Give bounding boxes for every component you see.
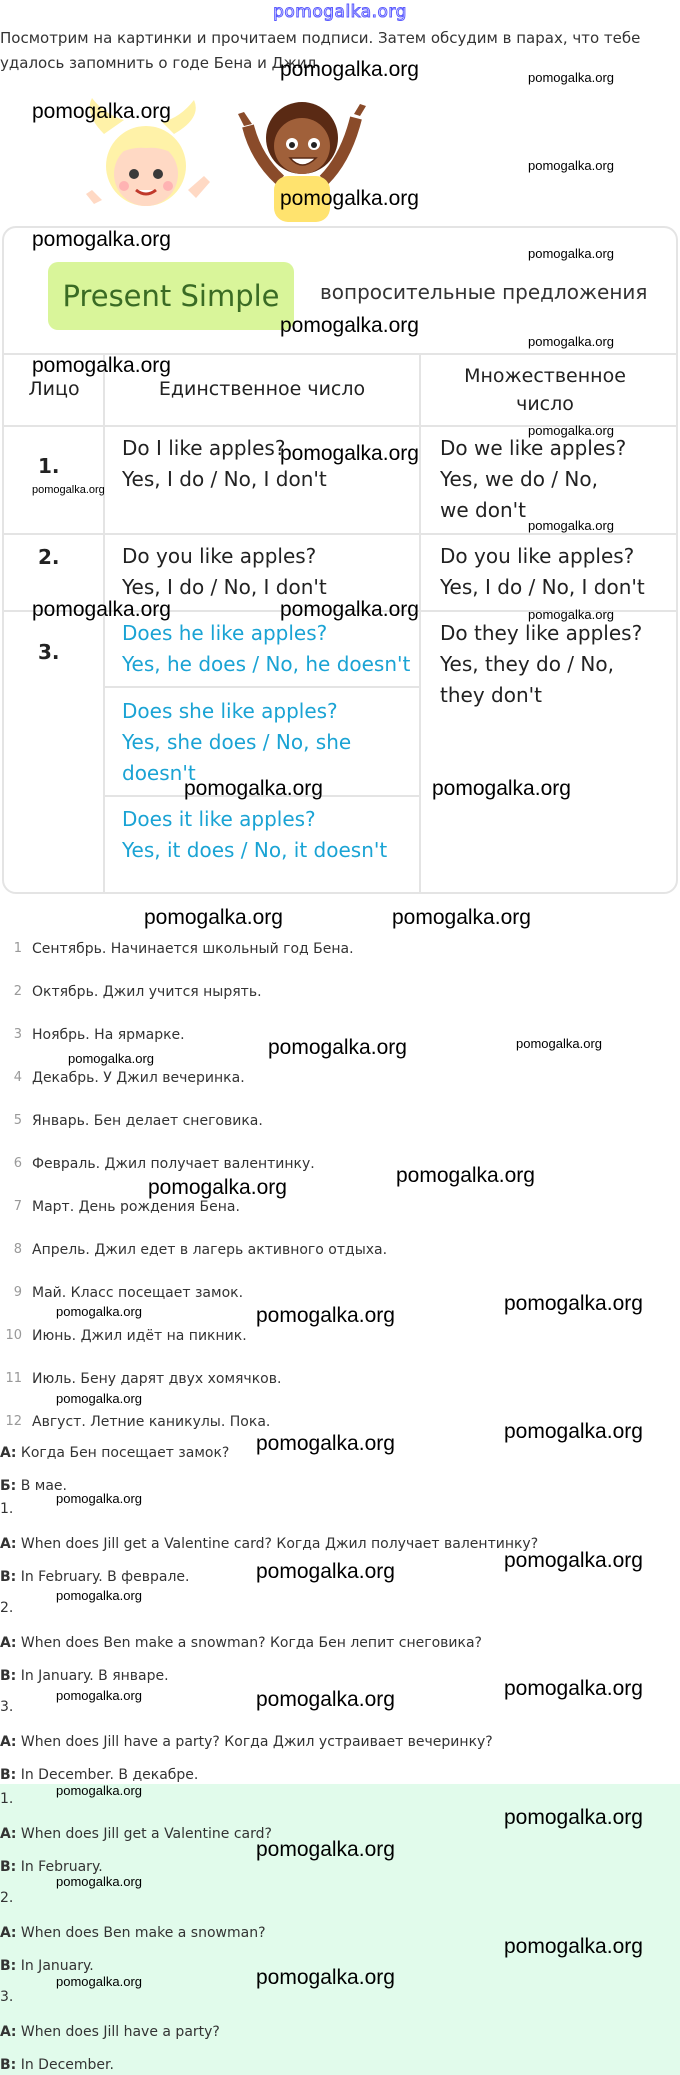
watermark: pomogalka.org: [144, 906, 283, 929]
row1-plural: [440, 433, 626, 526]
watermark: pomogalka.org: [528, 70, 614, 85]
watermark: pomogalka.org: [32, 228, 171, 251]
speaker-label: А:: [0, 1826, 17, 1842]
watermark: pomogalka.org: [56, 1874, 142, 1889]
dialog-question: [0, 1635, 482, 1651]
item-num: 10: [5, 1328, 22, 1343]
dialog-answer: [0, 1668, 169, 1684]
watermark: pomogalka.org: [148, 1176, 287, 1199]
watermark: pomogalka.org: [280, 314, 419, 337]
watermark: pomogalka.org: [32, 354, 171, 377]
watermark: pomogalka.org: [504, 1420, 643, 1443]
item-text: Ноябрь. На ярмарке.: [32, 1026, 185, 1043]
dialog-answer: [0, 1859, 103, 1875]
dialog-text: When does Jill get a Valentine card? Когда Джил получает валентинку?: [20, 1536, 539, 1552]
watermark: pomogalka.org: [528, 158, 614, 173]
item-text: Май. Класс посещает замок.: [32, 1284, 244, 1301]
dialog-text: Когда Бен посещает замок?: [20, 1445, 230, 1461]
dialog-number: 1.: [0, 1791, 14, 1807]
present-simple-badge: Present Simple: [48, 262, 294, 330]
item-num: 12: [5, 1414, 22, 1429]
item-num: 4: [13, 1070, 22, 1085]
person-1: 1.: [38, 454, 60, 478]
watermark: pomogalka.org: [528, 423, 614, 438]
dialog-question: [0, 2024, 220, 2040]
dialog-text: In February.: [20, 1859, 103, 1875]
dialog-question: [0, 1734, 493, 1750]
item-text: Март. День рождения Бена.: [32, 1198, 240, 1215]
speaker-label: Б:: [0, 1478, 17, 1494]
list-item: [0, 1228, 680, 1271]
person-2: 2.: [38, 545, 60, 569]
dialog-text: In December. В декабре.: [20, 1767, 199, 1783]
header-singular: Единственное число: [158, 378, 366, 400]
speaker-label: B:: [0, 2057, 17, 2073]
cell-line: Do you like apples?: [440, 544, 635, 568]
watermark: pomogalka.org: [256, 1304, 395, 1327]
speaker-label: B:: [0, 1859, 17, 1875]
watermark: pomogalka.org: [504, 1677, 643, 1700]
watermark: pomogalka.org: [528, 246, 614, 261]
watermark: pomogalka.org: [32, 484, 105, 496]
item-text: Февраль. Джил получает валентинку.: [32, 1155, 315, 1172]
example-question: [0, 1445, 229, 1461]
watermark: pomogalka.org: [56, 1491, 142, 1506]
cell-line: Yes, I do / No, I don't: [122, 467, 327, 491]
item-text: Октябрь. Джил учится нырять.: [32, 983, 262, 1000]
watermark: pomogalka.org: [256, 1560, 395, 1583]
watermark: pomogalka.org: [56, 1391, 142, 1406]
dialog-number: 2.: [0, 1890, 14, 1906]
watermark: pomogalka.org: [256, 1838, 395, 1861]
watermark: pomogalka.org: [280, 58, 419, 81]
item-num: 7: [13, 1199, 22, 1214]
watermark: pomogalka.org: [56, 1783, 142, 1798]
item-text: Сентябрь. Начинается школьный год Бена.: [32, 940, 354, 957]
watermark: pomogalka.org: [432, 777, 571, 800]
item-num: 8: [13, 1242, 22, 1257]
watermark: pomogalka.org: [56, 1688, 142, 1703]
cell-line: Yes, I do / No, I don't: [440, 575, 645, 599]
cell-line: Do you like apples?: [122, 544, 317, 568]
watermark: pomogalka.org: [56, 1974, 142, 1989]
watermark: pomogalka.org: [56, 1588, 142, 1603]
speaker-label: А:: [0, 1925, 17, 1941]
cell-line: Do they like apples?: [440, 621, 643, 645]
watermark: pomogalka.org: [256, 1688, 395, 1711]
watermark: pomogalka.org: [504, 1935, 643, 1958]
watermark: pomogalka.org: [392, 906, 531, 929]
watermark: pomogalka.org: [256, 1432, 395, 1455]
row3-it: [122, 804, 387, 866]
dialog-number: 1.: [0, 1501, 14, 1517]
speaker-label: А:: [0, 2024, 17, 2040]
item-num: 3: [13, 1027, 22, 1042]
speaker-label: А:: [0, 1445, 17, 1461]
watermark: pomogalka.org: [280, 442, 419, 465]
dialog-answer: [0, 2057, 114, 2073]
watermark: pomogalka.org: [528, 334, 614, 349]
speaker-label: B:: [0, 1569, 17, 1585]
cell-line: Do I like apples?: [122, 436, 286, 460]
cell-line: Does it like apples?: [122, 807, 316, 831]
dialog-text: When does Jill get a Valentine card?: [20, 1826, 272, 1842]
cell-line: Yes, it does / No, it doesn't: [122, 838, 388, 862]
cell-line: Does she like apples?: [122, 699, 338, 723]
dialog-text: When does Jill have a party?: [20, 2024, 220, 2040]
cell-line: Yes, they do / No,: [440, 652, 614, 676]
watermark: pomogalka.org: [528, 607, 614, 622]
dialog-text: When does Ben make a snowman? Когда Бен лепит снеговика?: [20, 1635, 482, 1651]
speaker-label: B:: [0, 1767, 17, 1783]
cell-line: Yes, she does / No, she: [122, 730, 352, 754]
site-title[interactable]: pomogalka.org: [273, 2, 407, 22]
speaker-label: А:: [0, 1734, 17, 1750]
cell-line: doesn't: [122, 761, 196, 785]
cell-line: Does he like apples?: [122, 621, 328, 645]
watermark: pomogalka.org: [280, 598, 419, 621]
dialog-text: In January. В январе.: [20, 1668, 169, 1684]
dialog-text: In February. В феврале.: [20, 1569, 190, 1585]
cell-line: Do we like apples?: [440, 436, 627, 460]
item-text: Июнь. Джил идёт на пикник.: [32, 1327, 247, 1344]
watermark: pomogalka.org: [396, 1164, 535, 1187]
item-text: Июль. Бену дарят двух хомячков.: [32, 1370, 282, 1387]
intro-text: Посмотрим на картинки и прочитаем подписи. Затем обсудим в парах, что тебе удалось запомнить о годе Бена и Джил.: [0, 29, 641, 72]
item-text: Январь. Бен делает снеговика.: [32, 1112, 263, 1129]
dialog-number: 3.: [0, 1989, 14, 2005]
dialog-answer: [0, 1958, 94, 1974]
item-text: Апрель. Джил едет в лагерь активного отдыха.: [32, 1241, 388, 1258]
watermark: pomogalka.org: [528, 518, 614, 533]
dialog-question: [0, 1826, 272, 1842]
cell-line: Yes, I do / No, I don't: [122, 575, 327, 599]
speaker-label: А:: [0, 1635, 17, 1651]
item-num: 11: [5, 1371, 22, 1386]
item-text: Декабрь. У Джил вечеринка.: [32, 1069, 245, 1086]
row2-singular: [122, 541, 327, 603]
item-num: 2: [13, 984, 22, 999]
cell-line: they don't: [440, 683, 542, 707]
watermark: pomogalka.org: [256, 1966, 395, 1989]
item-num: 6: [13, 1156, 22, 1171]
item-num: 9: [13, 1285, 22, 1300]
list-item: [0, 927, 680, 970]
cell-line: Yes, we do / No,: [440, 467, 598, 491]
header-person: Лицо: [28, 378, 80, 400]
dialog-answer: [0, 1767, 198, 1783]
list-item: [0, 1185, 680, 1228]
cell-line: we don't: [440, 498, 526, 522]
watermark: pomogalka.org: [268, 1036, 407, 1059]
row2-plural: [440, 541, 645, 603]
row3-she: [122, 696, 351, 789]
row3-plural: [440, 618, 642, 711]
dialog-number: 3.: [0, 1699, 14, 1715]
watermark: pomogalka.org: [516, 1036, 602, 1051]
dialog-text: В мае.: [20, 1478, 67, 1494]
speaker-label: B:: [0, 1958, 17, 1974]
table-subtitle: вопросительные предложения: [320, 280, 648, 304]
speaker-label: B:: [0, 1668, 17, 1684]
dialog-answer: [0, 1569, 190, 1585]
dialog-text: When does Ben make a snowman?: [20, 1925, 266, 1941]
dialog-number: 2.: [0, 1600, 14, 1616]
list-item: [0, 1142, 680, 1185]
watermark: pomogalka.org: [32, 598, 171, 621]
person-3: 3.: [38, 640, 60, 664]
watermark: pomogalka.org: [504, 1806, 643, 1829]
watermark: pomogalka.org: [504, 1549, 643, 1572]
dialog-text: In January.: [20, 1958, 94, 1974]
item-num: 5: [13, 1113, 22, 1128]
item-num: 1: [13, 941, 22, 956]
list-item: [0, 970, 680, 1013]
speaker-label: А:: [0, 1536, 17, 1552]
row3-he: [122, 618, 410, 680]
watermark: pomogalka.org: [280, 187, 419, 210]
watermark: pomogalka.org: [504, 1292, 643, 1315]
watermark: pomogalka.org: [184, 777, 323, 800]
dialog-question: [0, 1925, 266, 1941]
watermark: pomogalka.org: [32, 100, 171, 123]
watermark: pomogalka.org: [56, 1304, 142, 1319]
dialog-text: In December.: [20, 2057, 114, 2073]
list-item: [0, 1099, 680, 1142]
item-text: Август. Летние каникулы. Пока.: [32, 1413, 271, 1430]
cell-line: Yes, he does / No, he doesn't: [122, 652, 411, 676]
dialog-question: [0, 1536, 538, 1552]
watermark: pomogalka.org: [68, 1051, 154, 1066]
header-plural: Множественное число: [464, 365, 626, 415]
dialog-text: When does Jill have a party? Когда Джил устраивает вечеринку?: [20, 1734, 493, 1750]
